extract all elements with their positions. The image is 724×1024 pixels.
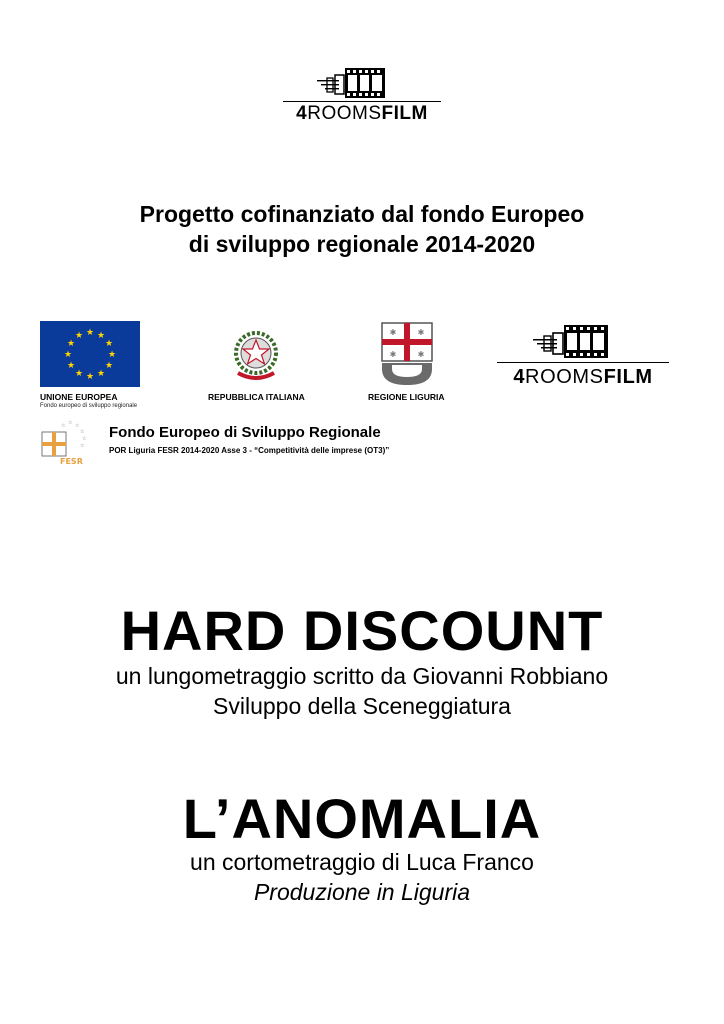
company-logo-partner: [497, 321, 669, 391]
eu-sublabel: Fondo europeo di sviluppo regionale: [40, 403, 138, 409]
svg-text:★: ★: [104, 339, 114, 349]
company-wordmark: 4ROOMSFILM: [296, 103, 428, 124]
svg-text:★: ★: [85, 328, 95, 338]
film-strip-icon: [283, 64, 441, 104]
svg-text:✱: ✱: [417, 328, 425, 337]
project-2-phase: Produzione in Liguria: [253, 879, 471, 905]
svg-text:★: ★: [104, 361, 114, 371]
project-1-phase: Sviluppo della Sceneggiatura: [213, 693, 511, 719]
svg-text:☆: ☆: [82, 436, 87, 442]
liguria-emblem-icon: [380, 321, 434, 387]
svg-text:✱: ✱: [389, 350, 397, 359]
svg-text:★: ★: [74, 331, 84, 341]
fesr-title: Fondo Europeo di Sviluppo Regionale: [109, 424, 381, 441]
headline-line-1: Progetto cofinanziato dal fondo Europeo: [139, 201, 585, 227]
funding-headline: [0, 199, 724, 259]
liguria-label: REGIONE LIGURIA: [368, 392, 445, 402]
svg-text:★: ★: [96, 331, 106, 341]
svg-text:★: ★: [74, 369, 84, 379]
svg-text:☆: ☆: [80, 443, 85, 449]
project-1-description: un lungometraggio scritto da Giovanni Robbiano: [115, 663, 609, 689]
company-logo-top: [283, 64, 441, 126]
svg-text:☆: ☆: [75, 423, 80, 429]
headline-line-2: di sviluppo regionale 2014-2020: [188, 231, 536, 257]
fesr-subtitle: POR Liguria FESR 2014-2020 Asse 3 - “Competitività delle imprese (OT3)”: [109, 446, 390, 455]
svg-text:★: ★: [85, 372, 95, 382]
svg-text:☆: ☆: [61, 423, 66, 429]
italy-label: REPUBBLICA ITALIANA: [208, 392, 305, 402]
svg-text:★: ★: [63, 350, 73, 360]
eu-label: UNIONE EUROPEA: [40, 392, 118, 402]
eu-flag-icon: [40, 321, 140, 387]
project-title-anomalia: L’ANOMALIA: [182, 787, 542, 850]
svg-text:★: ★: [66, 339, 76, 349]
company-wordmark: 4ROOMSFILM: [513, 366, 653, 388]
svg-text:★: ★: [96, 369, 106, 379]
svg-text:☆: ☆: [80, 429, 85, 435]
svg-text:★: ★: [66, 361, 76, 371]
film-strip-icon: [497, 321, 669, 365]
project-2-description: un cortometraggio di Luca Franco: [190, 849, 534, 875]
fesr-mark: FESR: [60, 457, 83, 466]
svg-text:✱: ✱: [417, 350, 425, 359]
fesr-logo-icon: [38, 418, 94, 466]
svg-text:✱: ✱: [389, 328, 397, 337]
project-title-hard-discount: HARD DISCOUNT: [120, 599, 604, 662]
italian-republic-emblem-icon: [224, 323, 288, 387]
svg-text:☆: ☆: [68, 420, 73, 426]
svg-text:★: ★: [107, 350, 117, 360]
